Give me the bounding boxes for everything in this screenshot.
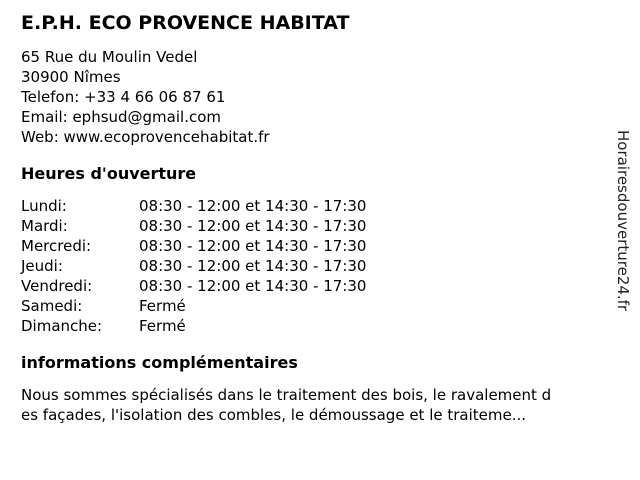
day-label: Lundi:	[21, 197, 67, 215]
hours-row-thursday	[21, 256, 640, 276]
email-line: Email: ephsud@gmail.com	[21, 108, 222, 126]
day-label: Dimanche:	[21, 317, 103, 335]
hours-row-tuesday	[21, 216, 640, 236]
address-city-line: 30900 Nîmes	[21, 68, 121, 86]
hours-value: 08:30 - 12:00 et 14:30 - 17:30	[139, 257, 367, 275]
day-label: Samedi:	[21, 297, 83, 315]
hours-value: 08:30 - 12:00 et 14:30 - 17:30	[139, 197, 367, 215]
hours-row-friday	[21, 276, 640, 296]
hours-row-sunday	[21, 316, 640, 336]
hours-row-wednesday	[21, 236, 640, 256]
hours-value: 08:30 - 12:00 et 14:30 - 17:30	[139, 277, 367, 295]
info-text-line: Nous sommes spécialisés dans le traitement des bois, le ravalement d	[21, 386, 552, 404]
contact-info-block	[21, 47, 640, 147]
hours-closed-value: Fermé	[139, 317, 186, 335]
address-street-line: 65 Rue du Moulin Vedel	[21, 48, 198, 66]
day-label: Jeudi:	[21, 257, 63, 275]
hours-value: 08:30 - 12:00 et 14:30 - 17:30	[139, 237, 367, 255]
additional-info-text	[21, 385, 640, 425]
day-label: Mercredi:	[21, 237, 92, 255]
phone-line: Telefon: +33 4 66 06 87 61	[21, 88, 226, 106]
day-label: Mardi:	[21, 217, 68, 235]
business-name-title: E.P.H. ECO PROVENCE HABITAT	[21, 12, 350, 34]
hours-closed-value: Fermé	[139, 297, 186, 315]
hours-value: 08:30 - 12:00 et 14:30 - 17:30	[139, 217, 367, 235]
day-label: Vendredi:	[21, 277, 93, 295]
opening-hours-table	[21, 196, 640, 336]
opening-hours-heading: Heures d'ouverture	[21, 164, 197, 183]
site-watermark-vertical-text: Horairesdouverture24.fr	[614, 130, 632, 312]
info-text-line: es façades, l'isolation des combles, le démoussage et le traiteme...	[21, 406, 527, 424]
hours-row-saturday	[21, 296, 640, 316]
website-line: Web: www.ecoprovencehabitat.fr	[21, 128, 270, 146]
additional-info-heading: informations complémentaires	[21, 353, 298, 372]
hours-row-monday	[21, 196, 640, 216]
